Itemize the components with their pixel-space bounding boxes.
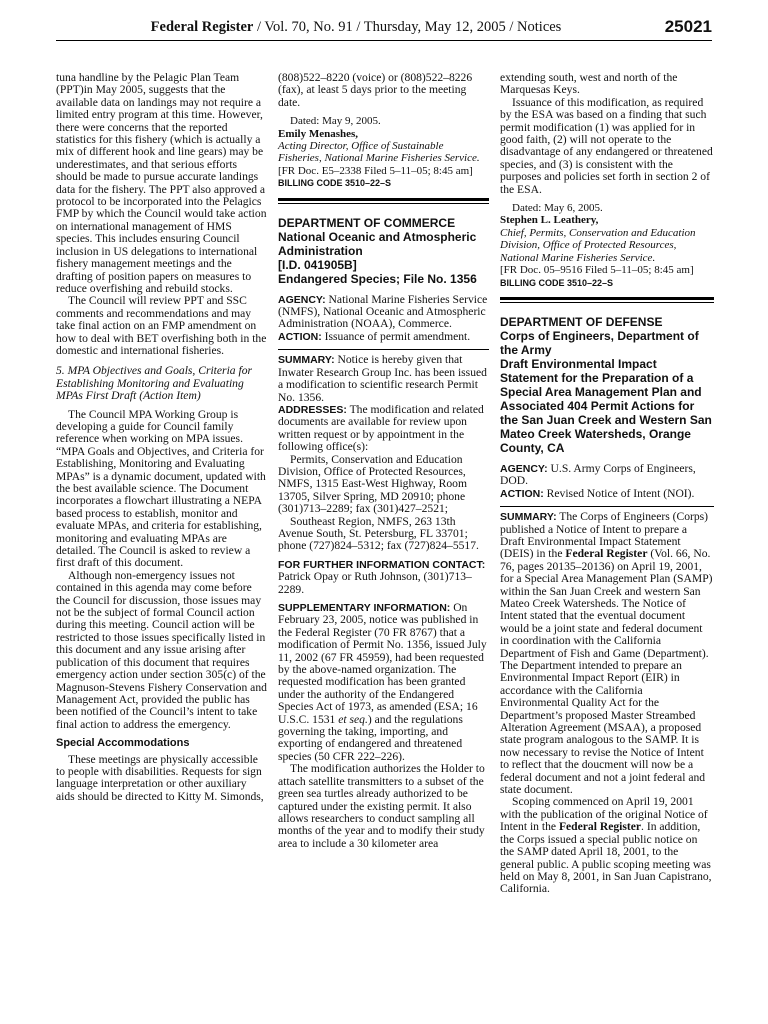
agency-label: AGENCY:: [278, 293, 326, 306]
dated-line: Dated: May 6, 2005.: [512, 202, 603, 215]
paragraph: tuna handline by the Pelagic Plan Team (PPT)in May 2005, suggests that the available data on landings may not require a limited entry program at this time. However, there were concerns that the reported statistics for this fishery (which is actually a mix of different hook and line gears) may be underestimates, and that serious efforts should be made to pursue accurate landings data for the fishery. The PPT also approved a protocol to be incorporated into the Pelagics FMP by which the Council would take action on international management of HMS species. This includes ensuring Council inclusion in US delegations to international fishery management meetings and the drafting of position papers on measures to reduce overfishing and rebuild stocks.: [56, 71, 267, 295]
paragraph: The Council will review PPT and SSC comments and recommendations and may take final action on an FMP amendment on how to deal with BET overfishing both in the domestic and international fisheries.: [56, 294, 267, 357]
billing-code: BILLING CODE 3510–22–S: [500, 277, 614, 288]
supplementary-text-cont: ) and the regulations governing the taking, importing, and exporting of endangered and threatened species (50 CFR 222–226).: [278, 712, 463, 763]
agenda-item-heading: 5. MPA Objectives and Goals, Criteria for Establishing Monitoring and Evaluating MPAs First Draft (Action Item): [56, 364, 253, 403]
supplementary-label: SUPPLEMENTARY INFORMATION:: [278, 602, 451, 614]
signer-title: Chief, Permits, Conservation and Education Division, Office of Protected Resources, National Marine Fisheries Service.: [500, 226, 696, 264]
divider: [500, 297, 714, 300]
column-left: [56, 72, 267, 803]
billing-code: BILLING CODE 3510–22–S: [278, 178, 392, 189]
federal-register-ref: Federal Register: [558, 820, 642, 834]
paragraph: The Council MPA Working Group is developing a guide for Council family reference when working on MPA issues. “MPA Goals and Objectives, and Criteria for Establishing, Monitoring and Evaluating MPAs” is a dynamic document, updated with the best available science. The Document incorporates a flowchart illustrating a NEPA based process to establish, monitor and evaluate MPAs, and criteria for establishing, monitoring and evaluating MPAs are detailed. The Council is asked to review a first draft of this document.: [56, 407, 266, 570]
divider: [500, 506, 714, 507]
agency-heading: Corps of Engineers, Department of the Army: [500, 328, 699, 357]
action-text: Issuance of permit amendment.: [324, 329, 471, 343]
dated-line: Dated: May 9, 2005.: [290, 115, 381, 128]
address-entry: Southeast Region, NMFS, 263 13th Avenue South, St. Petersburg, FL 33701; phone (727)824–5312; fax (727)824–5517.: [278, 514, 479, 553]
section-heading: Special Accommodations: [56, 737, 190, 750]
supplementary-text: On February 23, 2005, notice was published in the Federal Register (70 FR 8767) that a modification of Permit No. 1356, issued July 11, 2002 (67 FR 45959), had been requested by the above-named organization. The requested modification has been granted under the authority of the Endangered Species Act of 1973, as amended (ESA; 16 U.S.C. 1531: [278, 601, 487, 726]
summary-label: SUMMARY:: [278, 354, 335, 367]
divider: [500, 302, 714, 303]
paragraph: extending south, west and north of the Marquesas Keys.: [500, 71, 678, 97]
notice-subject: Endangered Species; File No. 1356: [278, 271, 477, 286]
contact-text: Patrick Opay or Ruth Johnson, (301)713–2289.: [278, 570, 472, 596]
page-header: [56, 10, 712, 41]
action-label: ACTION:: [500, 487, 544, 500]
paragraph: Issuance of this modification, as required by the ESA was based on a finding that such permit modification (1) was applied for in good faith, (2) will not operate to the disadvantage of any endangered or threatened species, and (3) is consistent with the purposes and policies set forth in section 2 of the ESA.: [500, 95, 713, 196]
addresses-label: ADDRESSES:: [278, 403, 347, 416]
paragraph: These meetings are physically accessible to people with disabilities. Requests for sign language interpretation or other auxiliary aids should be directed to Kitty M. Simonds,: [56, 752, 264, 803]
addresses-text: The modification and related documents are available for review upon written request or by appointment in the following office(s):: [278, 402, 484, 454]
summary-text: Notice is hereby given that Inwater Research Group Inc. has been issued a modification to scientific research Permit No. 1356.: [278, 353, 487, 404]
publication-title: Federal Register: [150, 19, 254, 35]
paragraph: Although non-emergency issues not contained in this agenda may come before the Council for discussion, those issues may not be the subject of formal Council action during this meeting. Council action will be restricted to those issues specifically listed in this document and any issue arising after publication of this document that requires emergency action under section 305(c) of the Magnuson-Stevens Fishery Conservation and Management Act, provided the public has been notified of the Council’s intent to take final action to address the emergency.: [56, 568, 267, 731]
paragraph: (808)522–8220 (voice) or (808)522–8226 (fax), at least 5 days prior to the meeting date.: [278, 71, 473, 109]
agency-text: National Marine Fisheries Service (NMFS), National Oceanic and Atmospheric Administration (NOAA), Commerce.: [278, 292, 488, 331]
scoping-text-cont: . In addition, the Corps issued a special public notice on the SAMP dated April 18, 2001, to the general public. A public scoping meeting was held on May 8, 2001, in San Juan Capistrano, California.: [500, 820, 712, 896]
fr-doc-line: [FR Doc. 05–9516 Filed 5–11–05; 8:45 am]: [500, 264, 694, 277]
address-entry: Permits, Conservation and Education Division, Office of Protected Resources, NMFS, 1315 East-West Highway, Room 13705, Silver Spring, MD 20910; phone (301)713–2289; fax (301)427–2521;: [278, 452, 467, 516]
signer-title: Acting Director, Office of Sustainable Fisheries, National Marine Fisheries Service.: [278, 140, 480, 165]
fr-doc-line: [FR Doc. E5–2338 Filed 5–11–05; 8:45 am]: [278, 164, 473, 177]
column-middle: [278, 72, 489, 850]
issue-info: / Vol. 70, No. 91 / Thursday, May 12, 2005 / Notices: [253, 19, 562, 35]
summary-text: The Corps of Engineers (Corps) published a Notice of Intent to prepare a Draft Environmental Impact Statement (DEIS) in the: [500, 510, 709, 561]
docket-id: [I.D. 041905B]: [278, 257, 357, 272]
scoping-text: Scoping commenced on April 19, 2001 with the publication of the original Notice of Intent in the: [500, 795, 708, 834]
divider: [278, 203, 489, 204]
column-right: [500, 72, 714, 896]
department-heading: DEPARTMENT OF DEFENSE: [500, 314, 663, 329]
summary-text-cont: (Vol. 66, No. 76, pages 20135–20136) on April 19, 2001, for a Special Area Management Plan (SAMP) within the San Juan Creek and western San Mateo Creek Watersheds. The Notice of Intent stated that the eventual document would be a joint state and federal document in coordination with the California Department of Fish and Game (Department). The Department intended to prepare an Environmental Impact Report (EIR) in accordance with the California Environmental Quality Act for the Department’s proposed Master Streambed Alteration Agreement (MSAA), a proposed state program analogous to the SAMP. It is now necessary to revise the Notice of Intent to reflect that the doucment will now be a federal document and not a joint federal and state document.: [500, 547, 713, 797]
signer-name: Stephen L. Leathery,: [500, 214, 599, 227]
federal-register-ref: Federal Register: [565, 547, 648, 561]
paragraph: The modification authorizes the Holder to attach satellite transmitters to a subset of the green sea turtles already authorized to be captured under the existing permit. It also allows researchers to conduct sampling all months of the year and to modify their study area to include a 30 kilometer area: [278, 762, 485, 850]
divider: [278, 349, 489, 350]
agency-heading: National Oceanic and Atmospheric Administration: [278, 229, 477, 258]
page-number: 25021: [664, 17, 712, 36]
signer-name: Emily Menashes,: [278, 127, 359, 140]
action-label: ACTION:: [278, 330, 322, 343]
divider: [278, 198, 489, 201]
running-head: [56, 19, 656, 36]
notice-title: Draft Environmental Impact Statement for the Preparation of a Special Area Management Plan and Associated 404 Permit Actions for the San Juan Creek and Western San Mateo Creek Watersheds, Orange County, CA: [500, 356, 712, 455]
agency-text: U.S. Army Corps of Engineers, DOD.: [500, 461, 696, 488]
summary-label: SUMMARY:: [500, 511, 557, 524]
agency-label: AGENCY:: [500, 462, 548, 475]
action-text: Revised Notice of Intent (NOI).: [546, 486, 695, 500]
contact-label: FOR FURTHER INFORMATION CONTACT:: [278, 558, 486, 571]
department-heading: DEPARTMENT OF COMMERCE: [278, 215, 456, 230]
et-seq: et seq.: [338, 712, 368, 726]
